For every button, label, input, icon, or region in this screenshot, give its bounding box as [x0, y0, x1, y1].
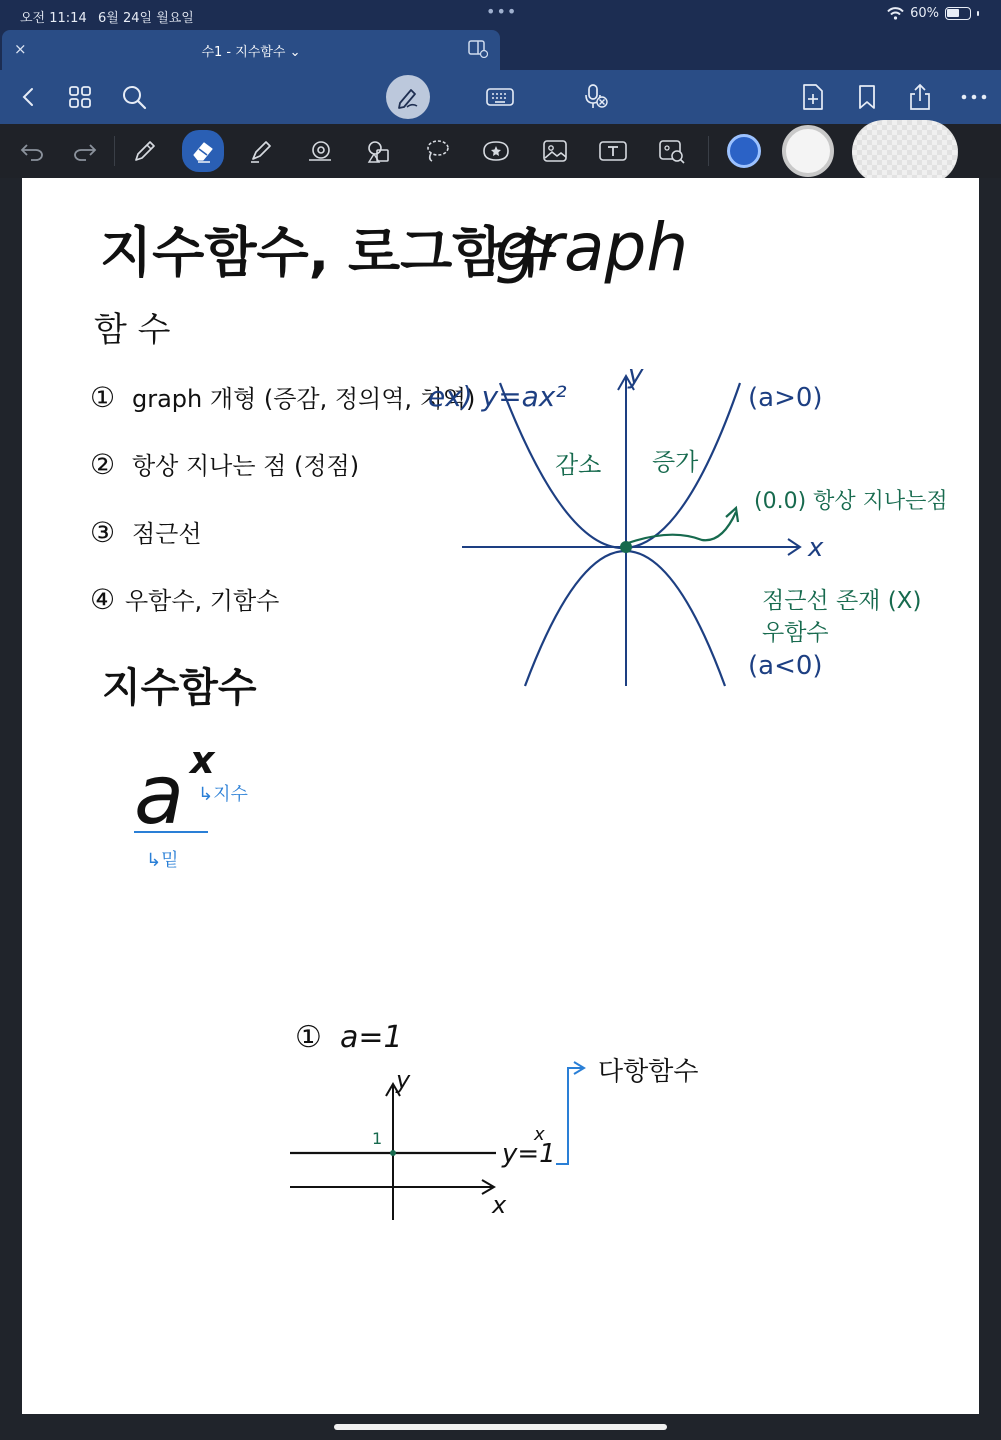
multitasking-dots[interactable]: •••: [486, 2, 518, 21]
x-axis-label: x: [808, 533, 824, 563]
list-item-text: 점근선: [132, 520, 202, 548]
example-equation: ex) y=ax²: [428, 380, 567, 413]
subheading-function: 함 수: [94, 310, 171, 350]
tab-title[interactable]: 수1 - 지수함수 ⌄: [201, 45, 301, 60]
polynomial-label: 다항함수: [598, 1057, 699, 1087]
battery-icon: [945, 7, 971, 20]
label-a-negative: (a<0): [748, 651, 823, 681]
image-icon: [542, 139, 568, 163]
asymptote-note: 점근선 존재 (X): [762, 588, 922, 614]
undo-icon: [19, 141, 45, 161]
parabola-graph: [428, 360, 948, 686]
elements-tool[interactable]: [362, 134, 396, 168]
label-increase: 증가: [652, 448, 699, 476]
note-title: 지수함수, 로그함수: [100, 221, 557, 284]
even-function-note: 우함수: [762, 620, 829, 646]
list-item-number: ③: [90, 516, 116, 549]
more-icon: [961, 94, 987, 100]
base-label: ↳밑: [146, 850, 179, 871]
status-indicators: [887, 6, 979, 21]
shapes-tool[interactable]: [303, 134, 337, 168]
case-text: a=1: [340, 1020, 403, 1055]
pen-tool[interactable]: [128, 134, 162, 168]
wifi-icon: [887, 7, 904, 20]
note-canvas[interactable]: [22, 178, 979, 1414]
property-list: [90, 381, 475, 616]
tab-strip: [0, 30, 1001, 70]
image-tool[interactable]: [538, 134, 572, 168]
tick-one-label: 1: [372, 1129, 383, 1148]
toolbar-divider: [708, 136, 709, 166]
line-label-exponent: x: [534, 1124, 545, 1145]
case-number: ①: [295, 1020, 322, 1055]
color-swatch-white[interactable]: [782, 125, 834, 177]
exponent-label: ↳지수: [198, 784, 248, 805]
exponent-notation: [134, 738, 248, 871]
line-label: y=1: [502, 1139, 556, 1169]
case-a-equals-one: [290, 1020, 698, 1220]
origin-arrow: [628, 512, 736, 543]
battery-tip: [977, 11, 979, 16]
grid-icon: [68, 85, 92, 109]
list-item-number: ④: [90, 583, 116, 616]
eraser-icon: [190, 138, 216, 164]
note-title-graph: graph: [495, 209, 689, 286]
search-icon: [121, 84, 147, 110]
bookmark-button[interactable]: [851, 81, 883, 113]
sticker-tool[interactable]: [479, 134, 513, 168]
color-swatch-blue[interactable]: [727, 134, 761, 168]
text-icon: [598, 140, 628, 162]
more-button[interactable]: [958, 81, 990, 113]
pen-mode-icon: [395, 84, 421, 110]
highlighter-tool[interactable]: [244, 134, 278, 168]
camera-icon: [658, 138, 686, 164]
origin-note: (0.0) 항상 지나는점: [754, 489, 948, 514]
section-title: 지수함수: [102, 665, 257, 711]
page-grid-button[interactable]: [64, 81, 96, 113]
split-view-icon[interactable]: [468, 40, 488, 58]
exponent-letter: x: [190, 738, 215, 782]
list-item-number: ②: [90, 448, 116, 481]
share-icon: [907, 83, 933, 111]
list-item-text: 우함수, 기함수: [125, 587, 280, 615]
pen-icon: [132, 138, 158, 164]
status-date: 6월 24일 월요일: [98, 11, 194, 26]
pen-mode-button[interactable]: [386, 75, 430, 119]
chevron-left-icon: [21, 87, 35, 107]
home-indicator[interactable]: [334, 1424, 667, 1430]
close-tab-icon[interactable]: ×: [14, 40, 27, 58]
add-page-button[interactable]: [797, 81, 829, 113]
color-swatch-transparent[interactable]: [852, 120, 958, 184]
camera-tool[interactable]: [655, 134, 689, 168]
lasso-icon: [423, 138, 451, 164]
list-item-text: graph 개형 (증감, 정의역, 치역): [132, 385, 476, 413]
eraser-tool[interactable]: [182, 130, 224, 172]
base-letter: a: [134, 748, 185, 843]
list-item-text: 항상 지나는 점 (정점): [132, 452, 360, 480]
redo-button[interactable]: [68, 134, 102, 168]
element-icon: [365, 138, 393, 164]
microphone-off-icon: [583, 83, 609, 111]
y-axis-label: y: [628, 360, 644, 390]
note-page[interactable]: [22, 178, 979, 1414]
back-button[interactable]: [12, 81, 44, 113]
sticker-icon: [481, 139, 511, 163]
keyboard-icon: [486, 87, 514, 107]
search-button[interactable]: [118, 81, 150, 113]
navigation-toolbar: [0, 70, 1001, 124]
undo-button[interactable]: [15, 134, 49, 168]
redo-icon: [72, 141, 98, 161]
status-time: 오전 11:14: [20, 11, 87, 26]
text-tool[interactable]: [596, 134, 630, 168]
tools-toolbar: [0, 124, 1001, 178]
bookmark-icon: [857, 84, 877, 110]
share-button[interactable]: [904, 81, 936, 113]
small-x-label: x: [492, 1191, 507, 1219]
label-a-positive: (a>0): [748, 383, 823, 413]
highlighter-icon: [248, 138, 274, 164]
list-item-number: ①: [90, 381, 116, 414]
status-bar: [0, 0, 1001, 30]
polynomial-bracket: [556, 1068, 582, 1164]
small-y-label: y: [396, 1066, 411, 1094]
battery-percent: 60%: [910, 6, 939, 21]
add-page-icon: [801, 83, 825, 111]
keyboard-button[interactable]: [484, 81, 516, 113]
toolbar-divider: [114, 136, 115, 166]
shapes-icon: [306, 138, 334, 164]
label-decrease: 감소: [555, 451, 602, 479]
lasso-tool[interactable]: [420, 134, 454, 168]
document-tab[interactable]: [2, 30, 500, 70]
microphone-button[interactable]: [580, 81, 612, 113]
